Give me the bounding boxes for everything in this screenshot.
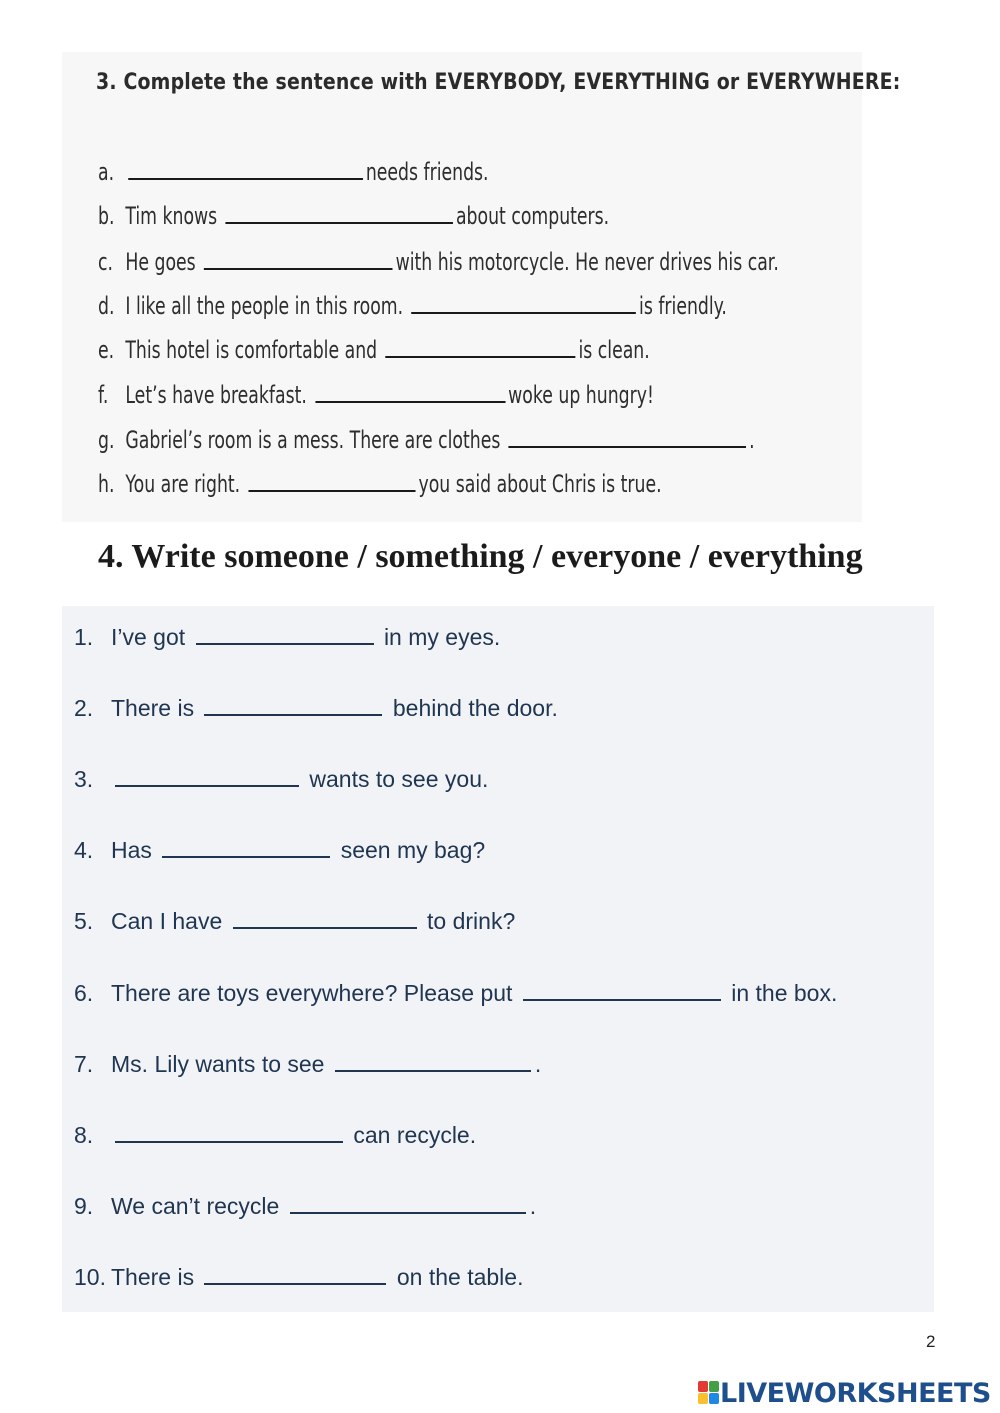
answer-blank[interactable] <box>196 642 374 645</box>
item-text-before: There are toys everywhere? Please put <box>111 980 513 1006</box>
item-text-before: Tim knows <box>125 202 218 230</box>
item-number: 2. <box>74 695 94 721</box>
item-text-before: This hotel is comfortable and <box>125 336 378 364</box>
item-text-before: Let’s have breakfast. <box>125 381 307 409</box>
answer-blank[interactable] <box>523 998 721 1001</box>
exercise-4-item-5 <box>74 908 515 935</box>
item-text-after: is clean. <box>578 336 650 364</box>
item-number: 3. <box>74 766 94 792</box>
item-text-after: . <box>529 1193 537 1219</box>
item-letter: c. <box>98 248 113 276</box>
item-text-before: I’ve got <box>111 624 186 650</box>
item-text-before: Has <box>111 837 152 863</box>
item-text-before: I like all the people in this room. <box>125 292 404 320</box>
exercise-3-item-b <box>98 202 609 230</box>
item-text-before: He goes <box>125 248 196 276</box>
answer-blank[interactable] <box>115 1140 343 1143</box>
item-text-after: to drink? <box>427 908 516 934</box>
exercise-4-item-7 <box>74 1051 541 1078</box>
answer-blank[interactable] <box>386 355 576 358</box>
exercise-3-item-g <box>98 426 755 454</box>
item-text-after: behind the door. <box>392 695 558 721</box>
item-text-after: about computers. <box>455 202 610 230</box>
item-text-before: You are right. <box>125 470 241 498</box>
item-letter: b. <box>98 202 115 230</box>
item-number: 8. <box>74 1122 94 1148</box>
item-letter: a. <box>98 158 115 186</box>
answer-blank[interactable] <box>290 1211 526 1214</box>
logo-badge-icon <box>698 1381 720 1405</box>
answer-blank[interactable] <box>249 489 416 492</box>
exercise-3-item-d <box>98 292 727 320</box>
item-number: 9. <box>74 1193 94 1219</box>
exercise-4-item-9 <box>74 1193 536 1220</box>
exercise-4-item-3 <box>74 766 488 793</box>
answer-blank[interactable] <box>204 267 393 270</box>
item-number: 10. <box>74 1264 106 1290</box>
answer-blank[interactable] <box>115 784 299 787</box>
section-4-title: 4. Write someone / something / everyone / everything <box>98 538 863 575</box>
logo-text: LIVEWORKSHEETS <box>720 1378 991 1409</box>
exercise-4-item-2 <box>74 695 558 722</box>
exercise-3-item-a <box>98 158 489 186</box>
item-text-before: Ms. Lily wants to see <box>111 1051 325 1077</box>
item-text-before: We can’t recycle <box>111 1193 280 1219</box>
answer-blank[interactable] <box>204 1282 386 1285</box>
item-text-before: There is <box>111 695 195 721</box>
answer-blank[interactable] <box>162 855 330 858</box>
section-3-title: 3. Complete the sentence with EVERYBODY, EVERYTHING or EVERYWHERE: <box>96 70 901 95</box>
item-text-after: wants to see you. <box>309 766 489 792</box>
item-text-before: There is <box>111 1264 195 1290</box>
item-letter: d. <box>98 292 115 320</box>
item-text-after: in the box. <box>731 980 838 1006</box>
item-letter: f. <box>98 381 109 409</box>
answer-blank[interactable] <box>509 445 747 448</box>
answer-blank[interactable] <box>335 1069 531 1072</box>
item-letter: g. <box>98 426 115 454</box>
item-letter: h. <box>98 470 115 498</box>
exercise-4-item-4 <box>74 837 485 864</box>
item-letter: e. <box>98 336 115 364</box>
exercise-3-item-h <box>98 470 662 498</box>
item-text-before: Can I have <box>111 908 223 934</box>
answer-blank[interactable] <box>315 400 505 403</box>
item-text-after: . <box>749 426 755 454</box>
item-text-after: is friendly. <box>639 292 727 320</box>
item-number: 7. <box>74 1051 94 1077</box>
item-number: 6. <box>74 980 94 1006</box>
exercise-4-item-1 <box>74 624 500 651</box>
item-text-after: . <box>534 1051 542 1077</box>
item-text-after: seen my bag? <box>340 837 486 863</box>
item-text-after: needs friends. <box>365 158 489 186</box>
answer-blank[interactable] <box>128 177 363 180</box>
exercise-3-item-e <box>98 336 650 364</box>
item-number: 5. <box>74 908 94 934</box>
exercise-4-item-8 <box>74 1122 476 1149</box>
exercise-3-item-c <box>98 248 779 276</box>
item-text-after: with his motorcycle. He never drives his car. <box>395 248 779 276</box>
answer-blank[interactable] <box>226 221 454 224</box>
item-number: 4. <box>74 837 94 863</box>
item-text-after: on the table. <box>396 1264 524 1290</box>
item-text-after: in my eyes. <box>383 624 501 650</box>
page-number: 2 <box>926 1332 936 1351</box>
item-text-after: you said about Chris is true. <box>418 470 662 498</box>
exercise-4-item-6 <box>74 980 837 1007</box>
exercise-4-item-10 <box>74 1264 523 1291</box>
item-text-after: can recycle. <box>353 1122 477 1148</box>
answer-blank[interactable] <box>233 926 417 929</box>
item-text-after: woke up hungry! <box>508 381 654 409</box>
item-text-before: Gabriel’s room is a mess. There are clothes <box>125 426 501 454</box>
item-number: 1. <box>74 624 94 650</box>
answer-blank[interactable] <box>412 311 637 314</box>
exercise-3-item-f <box>98 381 654 409</box>
answer-blank[interactable] <box>204 713 382 716</box>
